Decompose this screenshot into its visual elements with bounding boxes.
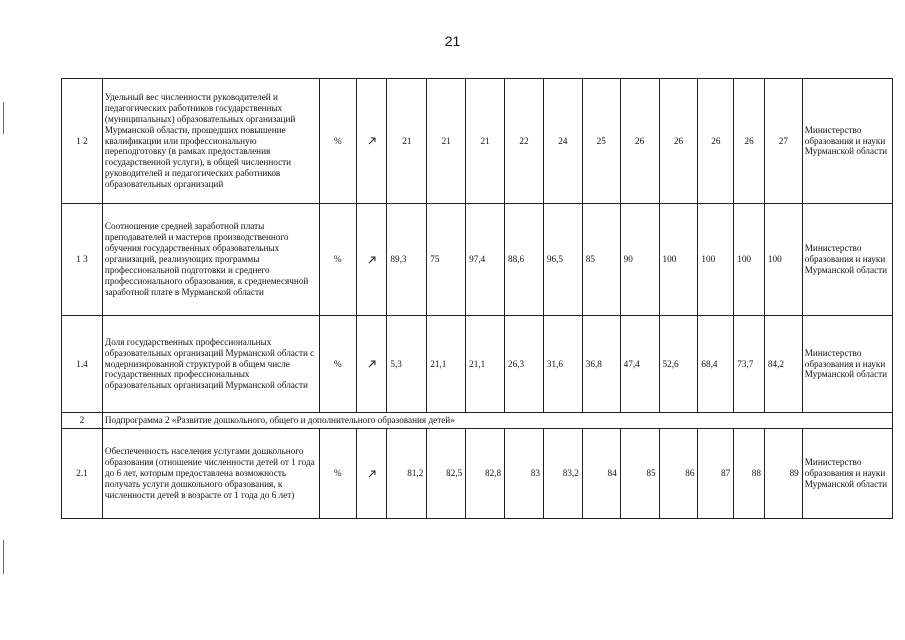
value-cell: 21,1	[466, 316, 505, 413]
table-row	[62, 429, 893, 519]
value-cell: 26	[620, 79, 659, 204]
indicator-description: Доля государственных профессиональных образовательных организаций Мурманской области с модернизированной структурой в общем числе государственных профессиональных образовательных организаций Мурманской области	[102, 316, 319, 413]
value-cell: 36,8	[582, 316, 620, 413]
value-cell: 100	[659, 204, 698, 316]
up-right-arrow-icon	[359, 255, 385, 265]
value-cell: 90	[620, 204, 659, 316]
subprogram-title: Подпрограмма 2 «Развитие дошкольного, общего и дополнительного образования детей»	[102, 413, 892, 429]
value-cell: 89	[764, 429, 802, 519]
value-cell: 82,8	[466, 429, 505, 519]
indicator-description: Удельный вес численности руководителей и педагогических работников государственных (муниципальных) образовательных организаций Мурманской области, прошедших повышение квалификации или профессиональную переподготовку (в рамках предоставления государственной услуги), в общей численности руководителей и педагогических работников образовательных организаций	[102, 79, 319, 204]
subprogram-row	[62, 413, 893, 429]
table-row	[62, 204, 893, 316]
value-cell: 100	[764, 204, 802, 316]
row-number: 1 2	[62, 79, 103, 204]
trend-cell	[356, 316, 387, 413]
trend-cell	[356, 79, 387, 204]
value-cell: 85	[582, 204, 620, 316]
value-cell: 52,6	[659, 316, 698, 413]
up-right-arrow-icon	[359, 469, 385, 479]
value-cell: 75	[427, 204, 466, 316]
trend-cell	[356, 429, 387, 519]
value-cell: 21	[427, 79, 466, 204]
unit-cell: %	[319, 204, 356, 316]
value-cell: 26	[734, 79, 765, 204]
value-cell: 84,2	[764, 316, 802, 413]
page-number: 21	[444, 33, 461, 49]
table-row	[62, 79, 893, 204]
value-cell: 21	[387, 79, 427, 204]
value-cell: 83	[505, 429, 544, 519]
value-cell: 31,6	[543, 316, 582, 413]
value-cell: 27	[764, 79, 802, 204]
row-number: 1 3	[62, 204, 103, 316]
responsible-cell: Министерство образования и науки Мурманской области	[802, 79, 892, 204]
responsible-cell: Министерство образования и науки Мурманской области	[802, 204, 892, 316]
row-number: 2	[62, 413, 103, 429]
value-cell: 25	[582, 79, 620, 204]
scan-edge-mark	[3, 102, 4, 134]
value-cell: 47,4	[620, 316, 659, 413]
unit-cell: %	[319, 79, 356, 204]
value-cell: 86	[659, 429, 698, 519]
value-cell: 26,3	[505, 316, 544, 413]
value-cell: 83,2	[543, 429, 582, 519]
value-cell: 82,5	[427, 429, 466, 519]
value-cell: 88,6	[505, 204, 544, 316]
value-cell: 5,3	[387, 316, 427, 413]
value-cell: 89,3	[387, 204, 427, 316]
value-cell: 88	[734, 429, 765, 519]
value-cell: 84	[582, 429, 620, 519]
value-cell: 26	[659, 79, 698, 204]
value-cell: 24	[543, 79, 582, 204]
value-cell: 87	[698, 429, 734, 519]
up-right-arrow-icon	[359, 136, 385, 146]
unit-cell: %	[319, 429, 356, 519]
table-row	[62, 316, 893, 413]
indicators-table	[61, 78, 893, 519]
indicator-description: Обеспеченность населения услугами дошкольного образования (отношение численности детей от 1 года до 6 лет, которым предоставлена возможность получать услуги дошкольного образования, к численности детей в возрасте от 1 года до 6 лет)	[102, 429, 319, 519]
indicator-description: Соотношение средней заработной платы преподавателей и мастеров производственного обучения государственных образовательных организаций, реализующих программы профессиональной подготовки и среднего профессионального образования, к среднемесячной заработной плате в Мурманской области	[102, 204, 319, 316]
value-cell: 100	[734, 204, 765, 316]
value-cell: 81,2	[387, 429, 427, 519]
unit-cell: %	[319, 316, 356, 413]
responsible-cell: Министерство образования и науки Мурманской области	[802, 429, 892, 519]
value-cell: 68,4	[698, 316, 734, 413]
value-cell: 22	[505, 79, 544, 204]
value-cell: 96,5	[543, 204, 582, 316]
value-cell: 85	[620, 429, 659, 519]
value-cell: 21,1	[427, 316, 466, 413]
responsible-cell: Министерство образования и науки Мурманской области	[802, 316, 892, 413]
value-cell: 73,7	[734, 316, 765, 413]
value-cell: 97,4	[466, 204, 505, 316]
value-cell: 21	[466, 79, 505, 204]
value-cell: 100	[698, 204, 734, 316]
row-number: 1.4	[62, 316, 103, 413]
row-number: 2.1	[62, 429, 103, 519]
up-right-arrow-icon	[359, 359, 385, 369]
value-cell: 26	[698, 79, 734, 204]
scan-edge-mark	[3, 540, 4, 574]
trend-cell	[356, 204, 387, 316]
